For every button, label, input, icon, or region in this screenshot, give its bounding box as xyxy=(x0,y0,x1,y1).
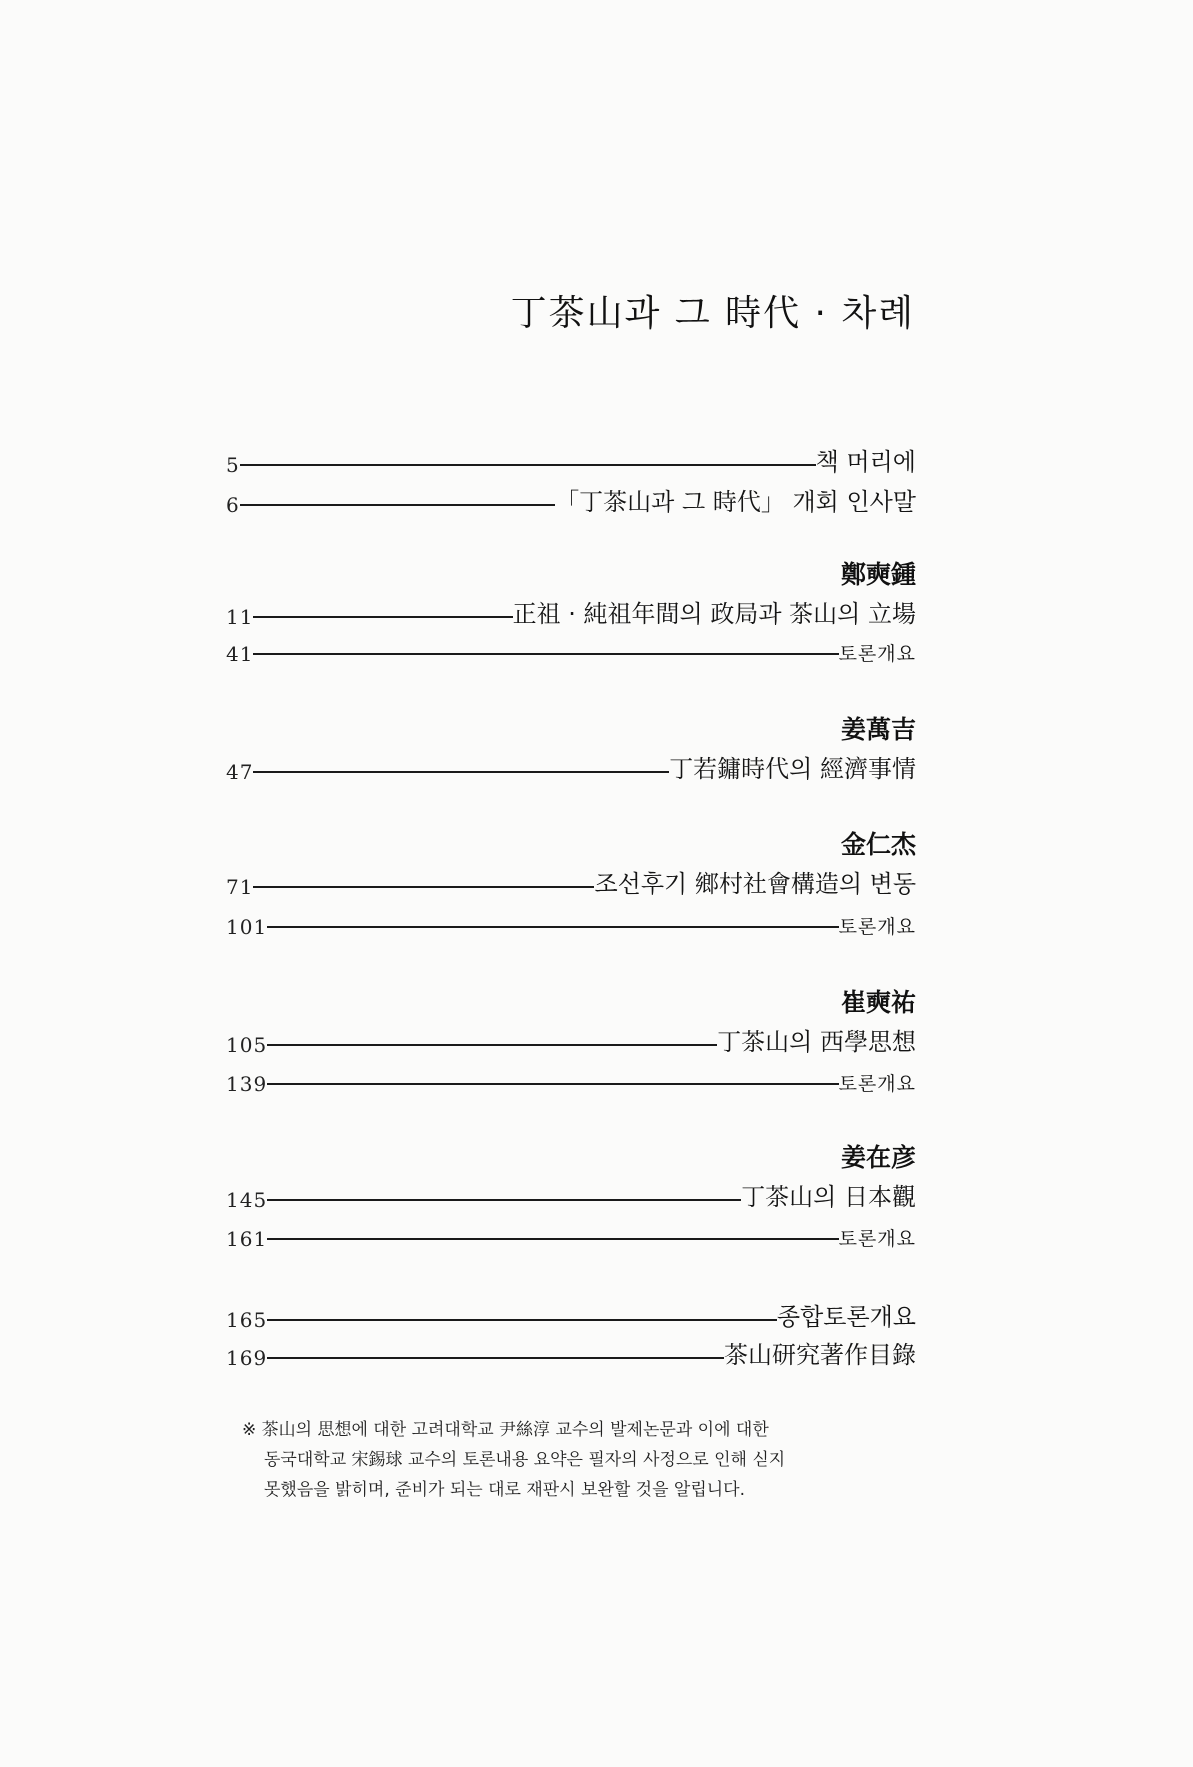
toc-page-number: 139 xyxy=(226,1072,268,1096)
dot-leader xyxy=(253,653,838,655)
toc-page-number: 71 xyxy=(226,875,254,899)
toc-page-number: 105 xyxy=(226,1033,268,1057)
dot-leader xyxy=(267,1199,741,1201)
footnote-line: 못했음을 밝히며, 준비가 되는 대로 재판시 보완할 것을 알립니다. xyxy=(264,1480,746,1500)
dot-leader xyxy=(267,1357,724,1359)
toc-page-number: 41 xyxy=(226,642,254,666)
toc-page-number: 6 xyxy=(226,493,240,517)
toc-page-number: 161 xyxy=(226,1227,268,1251)
toc-page-number: 5 xyxy=(226,453,240,477)
toc-entry[interactable] xyxy=(226,1298,916,1332)
author-name: 姜萬吉 xyxy=(840,715,916,744)
toc-entry-title: 正祖 · 純祖年間의 政局과 茶山의 立場 xyxy=(512,600,916,628)
toc-entry[interactable] xyxy=(226,1062,916,1096)
dot-leader xyxy=(267,1319,777,1321)
toc-entry[interactable] xyxy=(226,632,916,666)
toc-page-number: 47 xyxy=(226,760,254,784)
footnote-line: ※ 茶山의 思想에 대한 고려대학교 尹絲淳 교수의 발제논문과 이에 대한 xyxy=(242,1420,769,1440)
toc-entry-title: 茶山研究著作目錄 xyxy=(724,1341,916,1369)
dot-leader xyxy=(253,771,669,773)
dot-leader xyxy=(267,1083,838,1085)
toc-entry-title: 丁若鏞時代의 經濟事情 xyxy=(669,755,916,783)
toc-entry-title: 토론개요 xyxy=(838,1228,916,1250)
toc-entry-title: 「丁茶山과 그 時代」 개회 인사말 xyxy=(555,488,916,516)
page-title: 丁茶山과 그 時代 · 차례 xyxy=(510,293,915,334)
toc-entry[interactable] xyxy=(226,1217,916,1251)
table-of-contents xyxy=(226,0,916,1400)
footnote-line: 동국대학교 宋錫球 교수의 토론내용 요약은 필자의 사정으로 인해 싣지 xyxy=(264,1450,786,1470)
toc-entry[interactable] xyxy=(226,1023,916,1057)
author-name: 姜在彦 xyxy=(840,1143,916,1172)
dot-leader xyxy=(253,616,512,618)
toc-entry-title: 종합토론개요 xyxy=(776,1303,916,1331)
toc-page-number: 145 xyxy=(226,1188,268,1212)
dot-leader xyxy=(267,926,838,928)
toc-page-number: 101 xyxy=(226,915,268,939)
toc-entry-title: 토론개요 xyxy=(838,916,916,938)
toc-page-number: 11 xyxy=(226,605,254,629)
dot-leader xyxy=(240,504,555,506)
toc-entry-title: 책 머리에 xyxy=(815,448,916,476)
toc-entry-title: 토론개요 xyxy=(838,1073,916,1095)
toc-entry[interactable] xyxy=(226,1178,916,1212)
author-name: 崔奭祐 xyxy=(840,988,916,1017)
toc-entry[interactable] xyxy=(226,750,916,784)
toc-entry-title: 조선후기 鄉村社會構造의 변동 xyxy=(594,870,916,898)
toc-page-number: 169 xyxy=(226,1346,268,1370)
toc-entry[interactable] xyxy=(226,443,916,477)
toc-entry-title: 丁茶山의 西學思想 xyxy=(717,1028,916,1056)
dot-leader xyxy=(240,464,816,466)
toc-entry-title: 토론개요 xyxy=(838,643,916,665)
author-name: 金仁杰 xyxy=(840,830,916,859)
toc-entry[interactable] xyxy=(226,483,916,517)
author-name: 鄭奭鍾 xyxy=(840,560,916,589)
toc-entry[interactable] xyxy=(226,1336,916,1370)
footnote xyxy=(242,1415,922,1505)
toc-entry-title: 丁茶山의 日本觀 xyxy=(741,1183,916,1211)
toc-entry[interactable] xyxy=(226,595,916,629)
toc-entry[interactable] xyxy=(226,905,916,939)
toc-page-number: 165 xyxy=(226,1308,268,1332)
dot-leader xyxy=(267,1044,717,1046)
dot-leader xyxy=(267,1238,838,1240)
dot-leader xyxy=(253,886,594,888)
toc-entry[interactable] xyxy=(226,865,916,899)
